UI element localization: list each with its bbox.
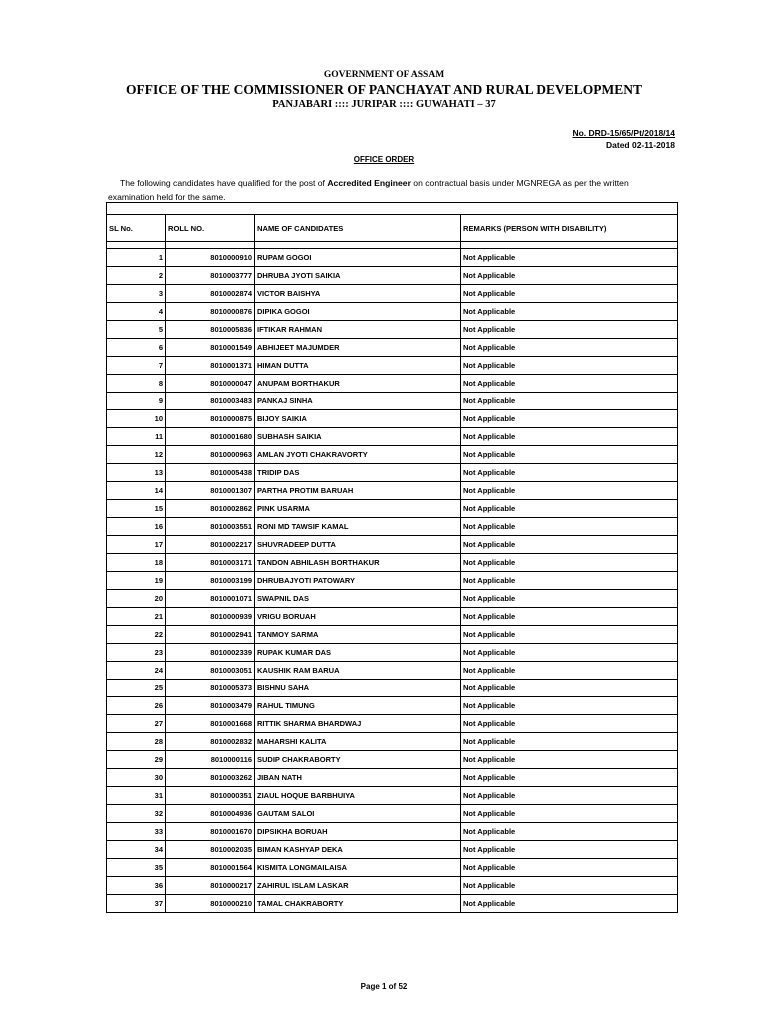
roll-no-cell: 8010000047 <box>166 374 255 392</box>
sl-no-cell: 8 <box>107 374 166 392</box>
table-row <box>107 410 678 428</box>
roll-no-cell: 8010001371 <box>166 356 255 374</box>
remarks-cell: Not Applicable <box>461 858 678 876</box>
table-row <box>107 840 678 858</box>
government-heading: GOVERNMENT OF ASSAM <box>323 70 445 80</box>
table-row <box>107 446 678 464</box>
roll-no-cell: 8010001680 <box>166 428 255 446</box>
sl-no-cell: 2 <box>107 266 166 284</box>
roll-no-cell: 8010001670 <box>166 823 255 841</box>
sl-no-cell: 37 <box>107 894 166 912</box>
sl-no-cell: 34 <box>107 840 166 858</box>
candidate-name-cell: SWAPNIL DAS <box>255 589 461 607</box>
sl-no-cell: 27 <box>107 715 166 733</box>
table-row <box>107 553 678 571</box>
remarks-cell: Not Applicable <box>461 266 678 284</box>
candidate-name-cell: RUPAK KUMAR DAS <box>255 643 461 661</box>
remarks-cell: Not Applicable <box>461 482 678 500</box>
candidate-name-cell: DHRUBA JYOTI SAIKIA <box>255 266 461 284</box>
sl-no-cell: 22 <box>107 625 166 643</box>
table-row <box>107 661 678 679</box>
candidate-name-cell: PINK USARMA <box>255 500 461 518</box>
roll-no-cell: 8010003171 <box>166 553 255 571</box>
sl-no-cell: 18 <box>107 553 166 571</box>
remarks-cell: Not Applicable <box>461 428 678 446</box>
roll-no-cell: 8010001071 <box>166 589 255 607</box>
candidate-name-cell: DIPIKA GOGOI <box>255 302 461 320</box>
roll-no-cell: 8010001668 <box>166 715 255 733</box>
candidate-name-cell: BIJOY SAIKIA <box>255 410 461 428</box>
remarks-cell: Not Applicable <box>461 607 678 625</box>
remarks-cell: Not Applicable <box>461 553 678 571</box>
table-row <box>107 482 678 500</box>
candidate-name-cell: KISMITA LONGMAILAISA <box>255 858 461 876</box>
remarks-cell: Not Applicable <box>461 679 678 697</box>
sl-no-cell: 14 <box>107 482 166 500</box>
candidate-name-cell: RONI MD TAWSIF KAMAL <box>255 518 461 536</box>
remarks-cell: Not Applicable <box>461 697 678 715</box>
candidate-name-cell: ANUPAM BORTHAKUR <box>255 374 461 392</box>
sl-no-cell: 15 <box>107 500 166 518</box>
table-row <box>107 571 678 589</box>
candidates-table-body <box>107 203 678 913</box>
remarks-cell: Not Applicable <box>461 446 678 464</box>
table-row <box>107 751 678 769</box>
candidate-name-cell: GAUTAM SALOI <box>255 805 461 823</box>
table-row <box>107 500 678 518</box>
remarks-cell: Not Applicable <box>461 715 678 733</box>
remarks-cell: Not Applicable <box>461 876 678 894</box>
sl-no-cell: 32 <box>107 805 166 823</box>
remarks-cell: Not Applicable <box>461 464 678 482</box>
remarks-cell: Not Applicable <box>461 769 678 787</box>
table-row <box>107 625 678 643</box>
remarks-cell: Not Applicable <box>461 661 678 679</box>
candidate-name-cell: ZIAUL HOQUE BARBHUIYA <box>255 787 461 805</box>
candidate-name-cell: PANKAJ SINHA <box>255 392 461 410</box>
roll-no-cell: 8010001307 <box>166 482 255 500</box>
candidate-name-cell: TAMAL CHAKRABORTY <box>255 894 461 912</box>
candidate-name-cell: SUDIP CHAKRABORTY <box>255 751 461 769</box>
candidate-name-cell: DIPSIKHA BORUAH <box>255 823 461 841</box>
candidate-name-cell: VRIGU BORUAH <box>255 607 461 625</box>
sl-no-cell: 7 <box>107 356 166 374</box>
remarks-cell: Not Applicable <box>461 805 678 823</box>
table-row <box>107 858 678 876</box>
remarks-cell: Not Applicable <box>461 320 678 338</box>
remarks-cell: Not Applicable <box>461 589 678 607</box>
sl-no-cell: 9 <box>107 392 166 410</box>
roll-no-cell: 8010002941 <box>166 625 255 643</box>
remarks-cell: Not Applicable <box>461 787 678 805</box>
candidate-name-cell: VICTOR BAISHYA <box>255 284 461 302</box>
sl-no-cell: 31 <box>107 787 166 805</box>
candidate-name-cell: AMLAN JYOTI CHAKRAVORTY <box>255 446 461 464</box>
reference-date: Dated 02-11-2018 <box>606 140 675 150</box>
roll-no-cell: 8010003051 <box>166 661 255 679</box>
candidate-name-cell: TANDON ABHILASH BORTHAKUR <box>255 553 461 571</box>
table-row <box>107 338 678 356</box>
candidate-name-cell: RAHUL TIMUNG <box>255 697 461 715</box>
roll-no-cell: 8010002035 <box>166 840 255 858</box>
table-row <box>107 536 678 554</box>
sl-no-cell: 35 <box>107 858 166 876</box>
sl-no-cell: 21 <box>107 607 166 625</box>
remarks-cell: Not Applicable <box>461 625 678 643</box>
remarks-cell: Not Applicable <box>461 571 678 589</box>
roll-no-cell: 8010003479 <box>166 697 255 715</box>
sl-no-cell: 1 <box>107 249 166 267</box>
remarks-cell: Not Applicable <box>461 894 678 912</box>
intro-paragraph <box>108 176 676 204</box>
roll-no-cell: 8010005373 <box>166 679 255 697</box>
candidate-name-cell: SHUVRADEEP DUTTA <box>255 536 461 554</box>
table-top-spacer <box>107 203 678 215</box>
sl-no-cell: 23 <box>107 643 166 661</box>
header-name: NAME OF CANDIDATES <box>255 215 461 242</box>
roll-no-cell: 8010003777 <box>166 266 255 284</box>
remarks-cell: Not Applicable <box>461 392 678 410</box>
candidate-name-cell: ABHIJEET MAJUMDER <box>255 338 461 356</box>
sl-no-cell: 20 <box>107 589 166 607</box>
sl-no-cell: 5 <box>107 320 166 338</box>
table-row <box>107 356 678 374</box>
roll-no-cell: 8010000210 <box>166 894 255 912</box>
table-row <box>107 787 678 805</box>
table-row <box>107 320 678 338</box>
roll-no-cell: 8010000963 <box>166 446 255 464</box>
roll-no-cell: 8010000116 <box>166 751 255 769</box>
table-row <box>107 894 678 912</box>
roll-no-cell: 8010000217 <box>166 876 255 894</box>
table-row <box>107 876 678 894</box>
table-row <box>107 715 678 733</box>
sl-no-cell: 36 <box>107 876 166 894</box>
sl-no-cell: 10 <box>107 410 166 428</box>
candidate-name-cell: HIMAN DUTTA <box>255 356 461 374</box>
table-row <box>107 266 678 284</box>
remarks-cell: Not Applicable <box>461 410 678 428</box>
roll-no-cell: 8010001564 <box>166 858 255 876</box>
roll-no-cell: 8010000876 <box>166 302 255 320</box>
roll-no-cell: 8010005438 <box>166 464 255 482</box>
sl-no-cell: 13 <box>107 464 166 482</box>
table-row <box>107 607 678 625</box>
roll-no-cell: 8010002862 <box>166 500 255 518</box>
sl-no-cell: 16 <box>107 518 166 536</box>
table-row <box>107 374 678 392</box>
candidates-table <box>106 202 678 913</box>
remarks-cell: Not Applicable <box>461 284 678 302</box>
candidate-name-cell: TRIDIP DAS <box>255 464 461 482</box>
sl-no-cell: 26 <box>107 697 166 715</box>
table-header-row <box>107 215 678 242</box>
header-roll-no: ROLL NO. <box>166 215 255 242</box>
header-sl-no: SL No. <box>107 215 166 242</box>
roll-no-cell: 8010002217 <box>166 536 255 554</box>
table-row <box>107 518 678 536</box>
remarks-cell: Not Applicable <box>461 840 678 858</box>
remarks-cell: Not Applicable <box>461 356 678 374</box>
roll-no-cell: 8010002874 <box>166 284 255 302</box>
sl-no-cell: 4 <box>107 302 166 320</box>
table-row <box>107 428 678 446</box>
candidate-name-cell: KAUSHIK RAM BARUA <box>255 661 461 679</box>
roll-no-cell: 8010003199 <box>166 571 255 589</box>
sl-no-cell: 33 <box>107 823 166 841</box>
sl-no-cell: 12 <box>107 446 166 464</box>
office-heading: OFFICE OF THE COMMISSIONER OF PANCHAYAT AND RURAL DEVELOPMENT <box>125 82 643 97</box>
sl-no-cell: 6 <box>107 338 166 356</box>
table-row <box>107 679 678 697</box>
table-row <box>107 464 678 482</box>
remarks-cell: Not Applicable <box>461 374 678 392</box>
candidate-name-cell: MAHARSHI KALITA <box>255 733 461 751</box>
table-row <box>107 643 678 661</box>
remarks-cell: Not Applicable <box>461 518 678 536</box>
roll-no-cell: 8010004936 <box>166 805 255 823</box>
office-address: PANJABARI :::: JURIPAR :::: GUWAHATI – 37 <box>272 99 496 110</box>
candidate-name-cell: DHRUBAJYOTI PATOWARY <box>255 571 461 589</box>
sl-no-cell: 17 <box>107 536 166 554</box>
candidate-name-cell: SUBHASH SAIKIA <box>255 428 461 446</box>
remarks-cell: Not Applicable <box>461 500 678 518</box>
remarks-cell: Not Applicable <box>461 338 678 356</box>
candidate-name-cell: BISHNU SAHA <box>255 679 461 697</box>
header-remarks: REMARKS (PERSON WITH DISABILITY) <box>461 215 678 242</box>
roll-no-cell: 8010005836 <box>166 320 255 338</box>
remarks-cell: Not Applicable <box>461 823 678 841</box>
remarks-cell: Not Applicable <box>461 733 678 751</box>
sl-no-cell: 25 <box>107 679 166 697</box>
remarks-cell: Not Applicable <box>461 249 678 267</box>
roll-no-cell: 8010002832 <box>166 733 255 751</box>
order-title: OFFICE ORDER <box>353 155 415 164</box>
roll-no-cell: 8010002339 <box>166 643 255 661</box>
table-row <box>107 392 678 410</box>
roll-no-cell: 8010000939 <box>166 607 255 625</box>
post-name: Accredited Engineer <box>327 178 411 188</box>
roll-no-cell: 8010003483 <box>166 392 255 410</box>
roll-no-cell: 8010000875 <box>166 410 255 428</box>
table-row <box>107 733 678 751</box>
sl-no-cell: 19 <box>107 571 166 589</box>
remarks-cell: Not Applicable <box>461 536 678 554</box>
roll-no-cell: 8010003262 <box>166 769 255 787</box>
sl-no-cell: 24 <box>107 661 166 679</box>
roll-no-cell: 8010003551 <box>166 518 255 536</box>
candidate-name-cell: JIBAN NATH <box>255 769 461 787</box>
sl-no-cell: 29 <box>107 751 166 769</box>
table-row <box>107 823 678 841</box>
roll-no-cell: 8010000351 <box>166 787 255 805</box>
remarks-cell: Not Applicable <box>461 643 678 661</box>
roll-no-cell: 8010000910 <box>166 249 255 267</box>
candidate-name-cell: IFTIKAR RAHMAN <box>255 320 461 338</box>
remarks-cell: Not Applicable <box>461 302 678 320</box>
table-row <box>107 805 678 823</box>
sl-no-cell: 30 <box>107 769 166 787</box>
intro-text-end: on contractual basis under MGNREGA as per the written examination held for the same. <box>108 178 629 202</box>
candidate-name-cell: BIMAN KASHYAP DEKA <box>255 840 461 858</box>
table-row <box>107 589 678 607</box>
candidate-name-cell: PARTHA PROTIM BARUAH <box>255 482 461 500</box>
table-row <box>107 769 678 787</box>
candidate-name-cell: TANMOY SARMA <box>255 625 461 643</box>
table-row <box>107 697 678 715</box>
sl-no-cell: 11 <box>107 428 166 446</box>
table-row <box>107 284 678 302</box>
candidate-name-cell: RITTIK SHARMA BHARDWAJ <box>255 715 461 733</box>
intro-text-start: The following candidates have qualified for the post of <box>120 178 328 188</box>
table-row <box>107 302 678 320</box>
roll-no-cell: 8010001549 <box>166 338 255 356</box>
reference-number: No. DRD-15/65/Pt/2018/14 <box>572 128 675 138</box>
sl-no-cell: 3 <box>107 284 166 302</box>
page-number: Page 1 of 52 <box>360 982 408 991</box>
remarks-cell: Not Applicable <box>461 751 678 769</box>
table-row <box>107 249 678 267</box>
candidate-name-cell: ZAHIRUL ISLAM LASKAR <box>255 876 461 894</box>
sl-no-cell: 28 <box>107 733 166 751</box>
candidate-name-cell: RUPAM GOGOI <box>255 249 461 267</box>
table-header-spacer <box>107 242 678 249</box>
